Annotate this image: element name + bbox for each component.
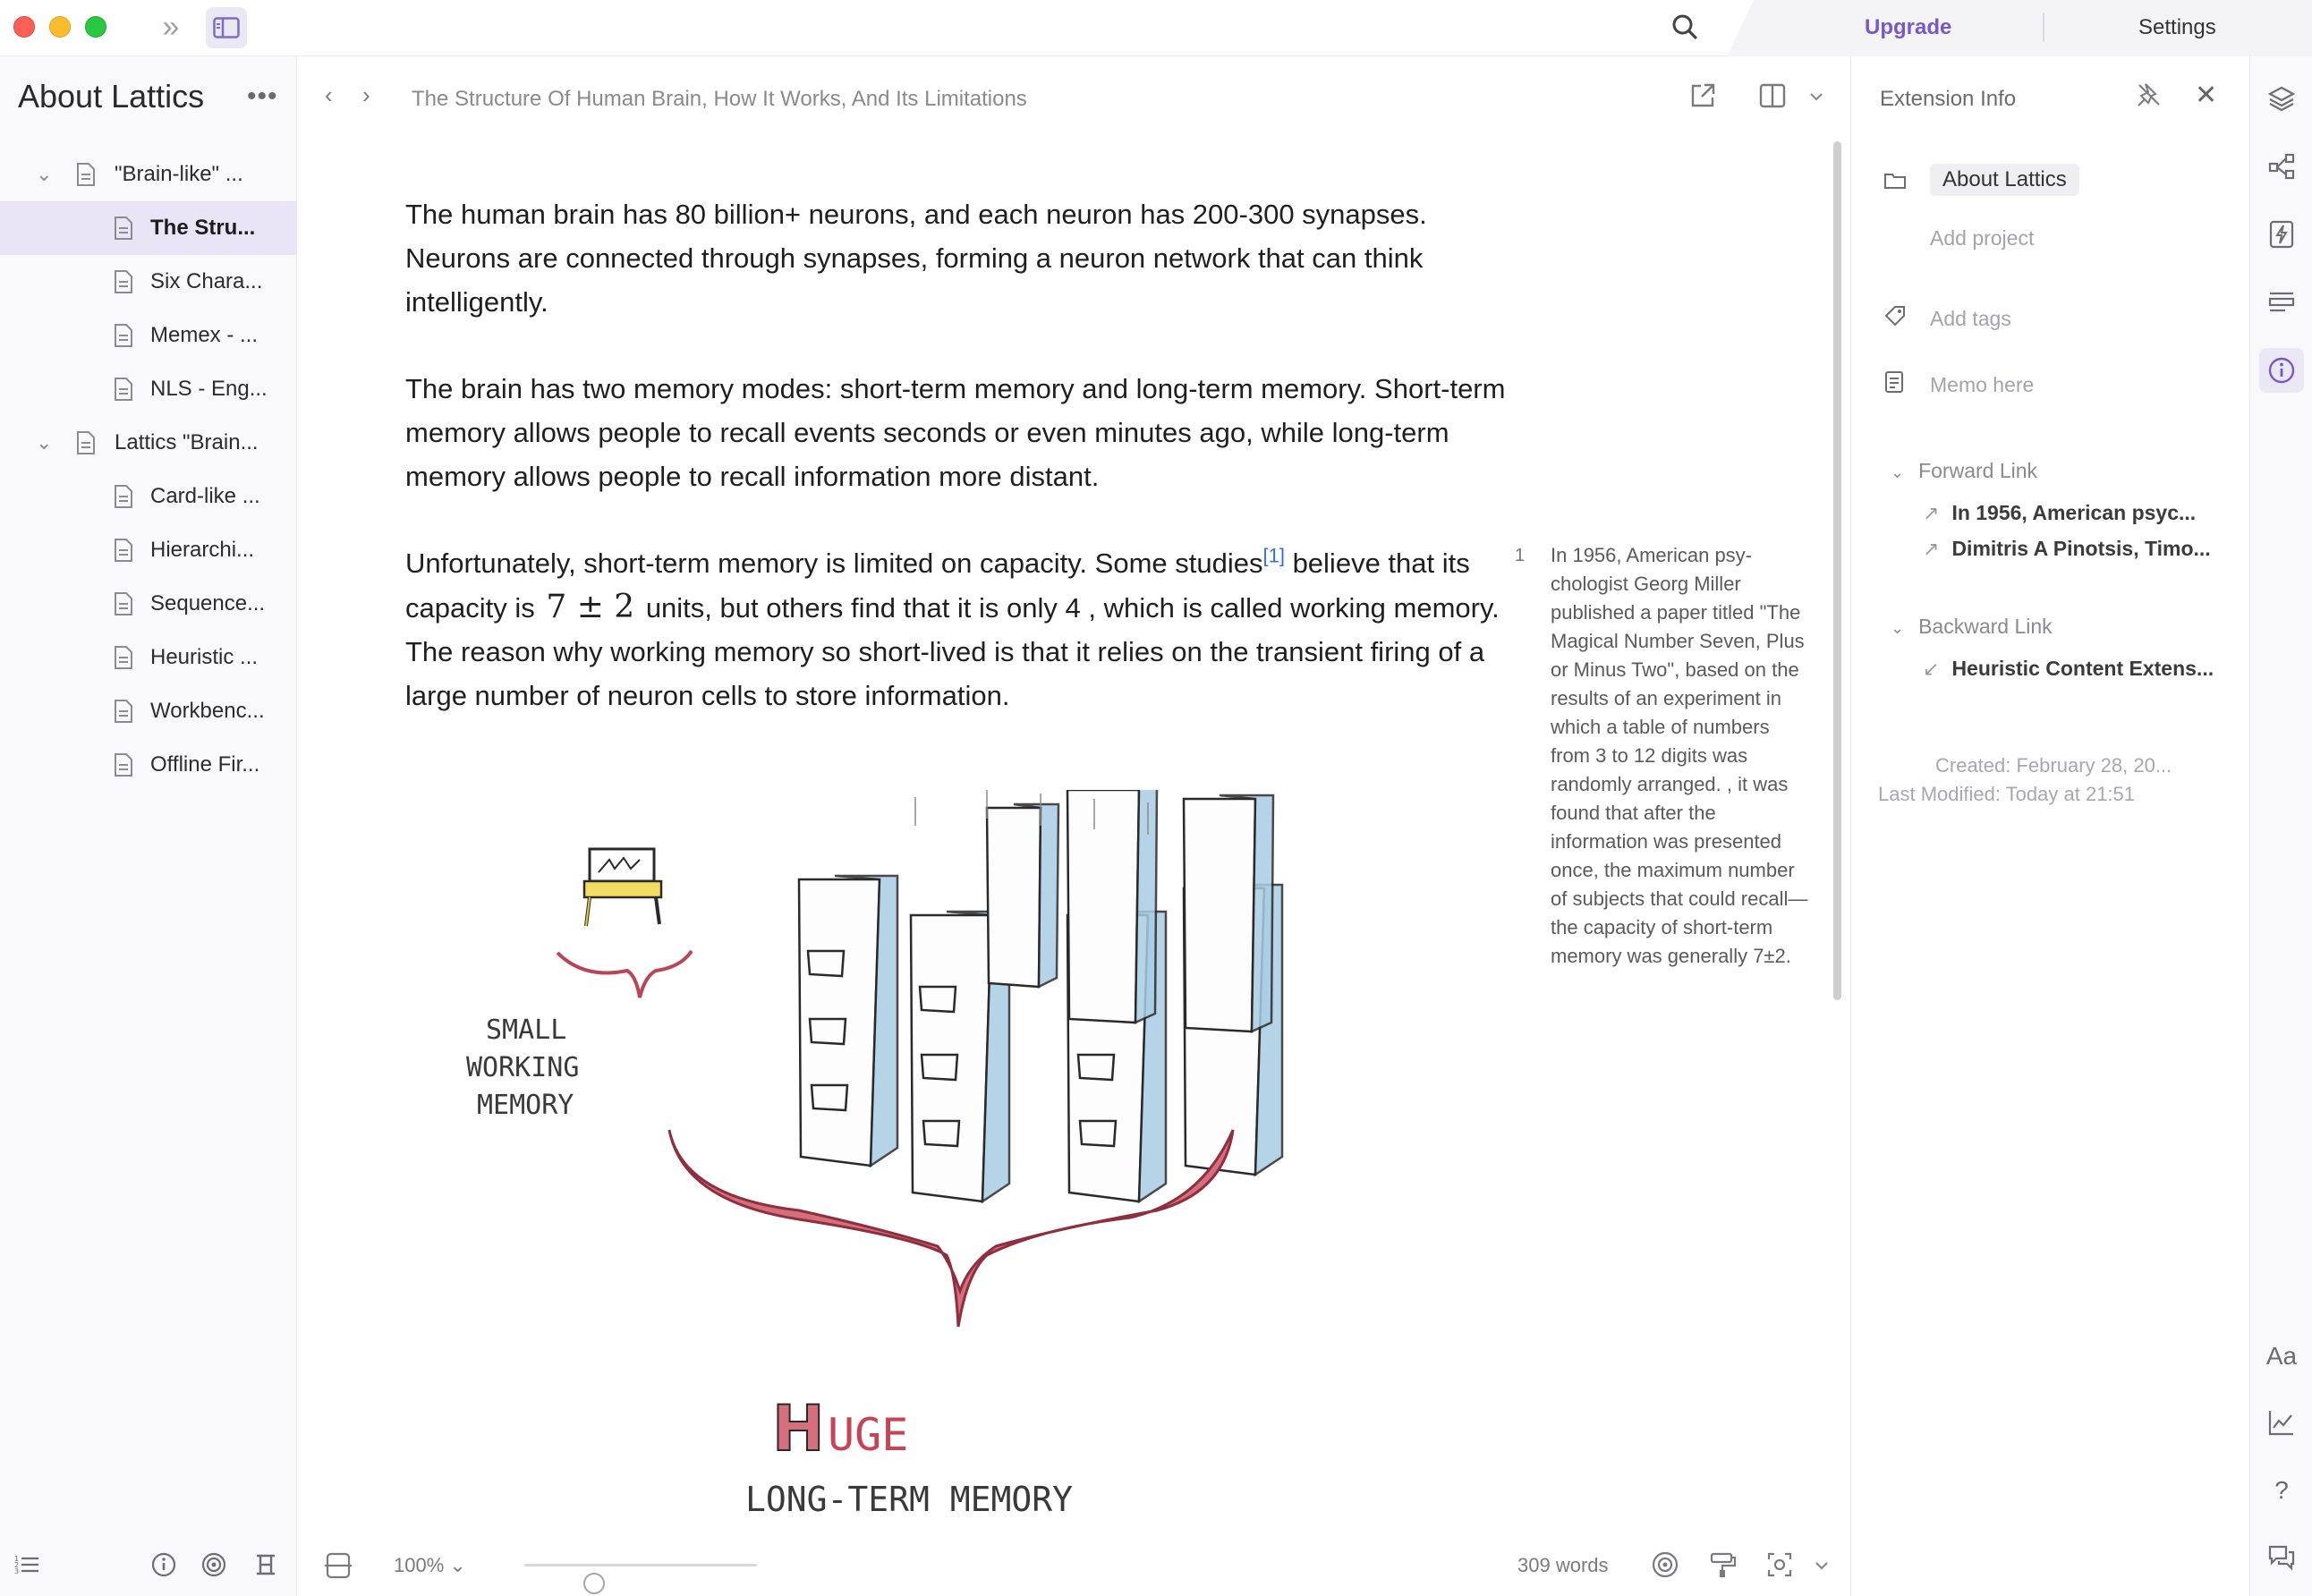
more-options-icon[interactable]: ••• xyxy=(247,81,278,111)
tree-item[interactable] xyxy=(0,309,297,362)
illustration-label: MEMORY xyxy=(477,1090,574,1121)
modified-date: Last Modified: Today at 21:51 xyxy=(1878,783,2136,805)
tree-item-label: Offline Fir... xyxy=(150,752,260,777)
document-icon xyxy=(113,538,134,563)
tree-item[interactable] xyxy=(0,148,297,201)
tree-item[interactable] xyxy=(0,255,297,309)
heading-icon[interactable] xyxy=(251,1545,281,1584)
add-project-button[interactable]: Add project xyxy=(1930,226,2035,250)
layers-icon[interactable] xyxy=(2259,76,2304,121)
help-icon[interactable]: ? xyxy=(2274,1476,2289,1504)
tree-item-label: Workbenc... xyxy=(150,699,265,723)
format-painter-icon[interactable] xyxy=(1708,1550,1737,1583)
chevron-down-icon[interactable]: ⌄ xyxy=(1891,463,1905,481)
focus-target-icon[interactable] xyxy=(1651,1550,1679,1583)
paragraph[interactable]: The human brain has 80 billion+ neurons, and each neuron has 200-300 synapses. Neurons are connected through synapses, forming a neuron network that can think intelligently. xyxy=(405,199,1427,318)
section-label: Backward Link xyxy=(1918,615,2053,638)
tree-item-label: NLS - Eng... xyxy=(150,377,268,401)
math-formula[interactable]: 7 ± 2 xyxy=(546,589,635,625)
chevron-down-icon[interactable] xyxy=(1814,1559,1830,1575)
tree-item-label: "Brain-like" ... xyxy=(115,162,243,186)
chevron-down-icon[interactable]: ⌄ xyxy=(36,431,53,454)
chevron-down-icon[interactable] xyxy=(1808,90,1824,106)
tree-item-label: Memex - ... xyxy=(150,323,259,347)
info-icon[interactable] xyxy=(149,1545,179,1584)
split-view-icon[interactable] xyxy=(1758,81,1787,115)
panel-title: Extension Info xyxy=(1880,87,2017,111)
strikethrough-icon[interactable] xyxy=(323,1550,353,1585)
forward-link-header[interactable] xyxy=(1891,459,2037,483)
document-body[interactable] xyxy=(405,192,1506,760)
footnote-text: In 1956, American psychologist Georg Miller published a paper titled "The Magical Number Seven, Plus or Minus Two", based on the results of an experiment in which a table of numbers from 3 to 12 digits was randomly arranged. , it was found that after the information was presented once, the maximum number of subjects that could recall—the capacity of short-term memory was generally 7±2. xyxy=(1551,544,1808,967)
zoom-window-button[interactable] xyxy=(85,16,106,38)
forward-arrow-icon[interactable]: › xyxy=(362,81,370,108)
add-tags-input[interactable]: Add tags xyxy=(1930,307,2011,330)
arrow-up-right-icon: ↗ xyxy=(1923,538,1940,560)
document-icon xyxy=(113,591,134,616)
tree-item-label: Card-like ... xyxy=(150,484,260,508)
tree-item[interactable] xyxy=(0,416,297,470)
editor-status-bar xyxy=(298,1545,1850,1584)
document-icon xyxy=(75,162,97,187)
zoom-dropdown[interactable]: 100% ⌄ xyxy=(394,1554,466,1576)
open-external-icon[interactable] xyxy=(1688,81,1717,115)
tag-icon xyxy=(1883,304,1907,332)
titlebar-actions-area xyxy=(1727,0,2312,56)
tree-item[interactable] xyxy=(0,470,297,523)
svg-text:2: 2 xyxy=(14,1561,20,1569)
title-bar xyxy=(0,0,2312,56)
tree-item-label: Hierarchi... xyxy=(150,538,255,562)
memo-input[interactable]: Memo here xyxy=(1930,373,2035,396)
flash-card-icon[interactable] xyxy=(2259,212,2304,257)
folder-icon xyxy=(1883,171,1907,195)
paragraph-text: Unfortunately, short-term memory is limited on capacity. Some studies xyxy=(405,548,1263,579)
memory-illustration xyxy=(414,790,1327,1550)
arrow-up-right-icon: ↗ xyxy=(1923,502,1940,524)
zoom-slider-handle[interactable] xyxy=(583,1573,605,1594)
document-icon xyxy=(113,699,134,724)
paragraph-text: units, but others find that it is only 4 , which is called working memory. The reason why working memory so short-lived is that it relies on the transient firing of a large number of neuron cells to store information. xyxy=(405,592,1500,711)
expand-chevrons-icon[interactable]: » xyxy=(162,9,180,44)
backward-link-header[interactable] xyxy=(1891,615,2053,639)
link-label: Heuristic Content Extens... xyxy=(1951,657,2214,680)
document-icon xyxy=(113,645,134,670)
minimize-window-button[interactable] xyxy=(49,16,71,38)
document-icon xyxy=(75,430,97,455)
illustration-label: UGE xyxy=(828,1409,909,1461)
sidebar-title: About Lattics xyxy=(18,78,205,115)
tree-item[interactable] xyxy=(0,631,297,684)
tool-rail xyxy=(2249,56,2312,1596)
tree-item[interactable] xyxy=(0,738,297,792)
close-icon[interactable]: ✕ xyxy=(2195,81,2218,110)
chat-bubbles-icon[interactable] xyxy=(2259,1534,2304,1579)
document-tree xyxy=(0,148,297,792)
svg-text:1: 1 xyxy=(14,1555,20,1563)
zoom-slider[interactable] xyxy=(524,1564,757,1566)
outline-list-icon[interactable] xyxy=(13,1545,41,1584)
breadcrumb[interactable]: The Structure Of Human Brain, How It Works, And Its Limitations xyxy=(412,87,1027,111)
filing-cabinets-drawing xyxy=(799,790,1282,1201)
footnote-number: 1 xyxy=(1515,546,1526,565)
illustration-label: LONG-TERM MEMORY xyxy=(745,1480,1074,1519)
toggle-sidebar-icon[interactable] xyxy=(206,7,247,48)
document-icon xyxy=(113,216,134,241)
divider xyxy=(2043,13,2044,41)
font-settings-icon[interactable]: Aa xyxy=(2265,1342,2298,1370)
upgrade-button[interactable]: Upgrade xyxy=(1865,15,1952,39)
paragraph[interactable] xyxy=(405,367,1506,498)
target-icon[interactable] xyxy=(199,1545,229,1584)
info-circle-icon[interactable] xyxy=(2259,348,2304,393)
memo-icon xyxy=(1883,370,1905,398)
paragraph-text: The brain has two memory modes: short-term memory and long-term memory. Short-term memory allows people to recall events seconds or even minutes ago, while long-term memory allows people to recall information more distant. xyxy=(405,373,1506,492)
close-window-button[interactable] xyxy=(13,16,35,38)
forward-link-item[interactable] xyxy=(1923,537,2211,561)
project-chip[interactable]: About Lattics xyxy=(1930,164,2079,196)
tree-item-label: The Stru... xyxy=(150,216,256,240)
illustration-label: WORKING xyxy=(466,1052,580,1083)
tree-item-label: Lattics "Brain... xyxy=(115,430,259,454)
word-count: 309 words xyxy=(1517,1554,1609,1576)
tree-item-label: Sequence... xyxy=(150,591,266,615)
document-icon xyxy=(113,323,134,348)
sidebar xyxy=(0,56,297,1596)
arrow-down-left-icon: ↙ xyxy=(1923,658,1940,680)
link-label: Dimitris A Pinotsis, Timo... xyxy=(1951,537,2211,560)
document-icon xyxy=(113,269,134,294)
chevron-down-icon[interactable]: ⌄ xyxy=(1891,619,1905,637)
link-label: In 1956, American psyc... xyxy=(1951,501,2197,524)
footnote xyxy=(1515,541,1810,971)
tree-item-selected[interactable] xyxy=(0,201,297,255)
created-date: Created: February 28, 20... xyxy=(1935,754,2172,777)
extension-info-panel xyxy=(1850,56,2249,1596)
small-desk-drawing xyxy=(557,849,692,998)
footnote-reference[interactable]: [1] xyxy=(1262,544,1285,567)
tree-item[interactable] xyxy=(0,362,297,416)
illustration-label: SMALL xyxy=(486,1014,567,1046)
document-icon xyxy=(113,377,134,402)
stats-chart-icon[interactable] xyxy=(2259,1400,2304,1445)
svg-text:3: 3 xyxy=(14,1567,20,1575)
back-arrow-icon[interactable]: ‹ xyxy=(325,81,333,108)
scrollbar[interactable] xyxy=(1833,141,1841,1000)
illustration-label: H xyxy=(772,1392,825,1465)
zoom-value: 100% xyxy=(394,1554,445,1576)
pin-icon[interactable] xyxy=(2136,81,2163,113)
outline-blocks-icon[interactable] xyxy=(2259,280,2304,325)
tree-item[interactable] xyxy=(0,684,297,738)
backward-link-item[interactable] xyxy=(1923,657,2214,681)
section-label: Forward Link xyxy=(1918,459,2038,482)
graph-view-icon[interactable] xyxy=(2259,144,2304,189)
tree-item-label: Heuristic ... xyxy=(150,645,259,669)
tree-item-label: Six Chara... xyxy=(150,269,263,293)
tree-item[interactable] xyxy=(0,523,297,577)
forward-link-item[interactable] xyxy=(1923,501,2196,525)
settings-button[interactable]: Settings xyxy=(2138,15,2216,39)
document-icon xyxy=(113,484,134,509)
paragraph-text: believe that its capacity is xyxy=(405,548,1470,624)
paragraph[interactable] xyxy=(405,541,1506,717)
screenshot-icon[interactable] xyxy=(1765,1550,1794,1583)
tree-item[interactable] xyxy=(0,577,297,631)
editor-area xyxy=(298,56,1850,1596)
document-icon xyxy=(113,752,134,777)
chevron-down-icon[interactable]: ⌄ xyxy=(36,163,53,185)
search-icon[interactable] xyxy=(1668,11,1702,43)
